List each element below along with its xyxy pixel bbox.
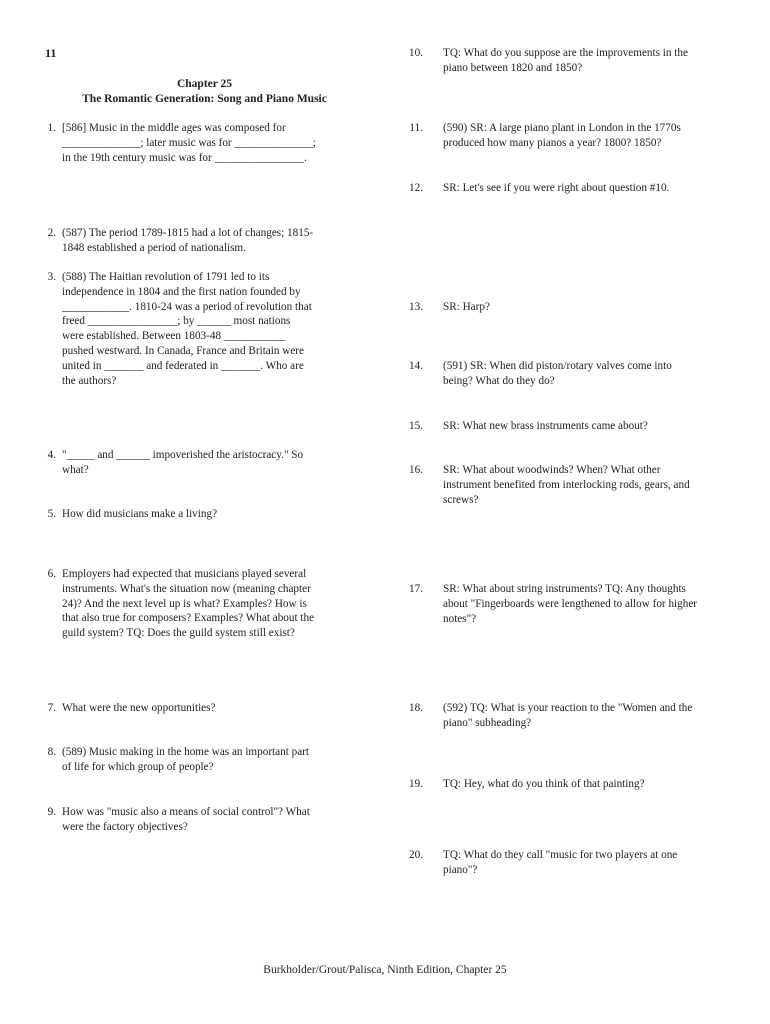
question-number: 6. bbox=[47, 568, 56, 580]
question-text: SR: Let's see if you were right about question #10. bbox=[443, 182, 670, 194]
question-number: 9. bbox=[47, 806, 56, 818]
question-text: (591) SR: When did piston/rotary valves come into being? What do they do? bbox=[443, 360, 672, 387]
question-20 bbox=[401, 848, 743, 878]
question-text: How did musicians make a living? bbox=[62, 508, 218, 520]
question-number: 15. bbox=[409, 420, 423, 432]
question-14 bbox=[401, 359, 743, 389]
question-1 bbox=[34, 121, 349, 165]
question-number: 7. bbox=[47, 702, 56, 714]
question-17 bbox=[401, 582, 743, 626]
question-text: SR: Harp? bbox=[443, 301, 490, 313]
question-5 bbox=[34, 507, 349, 522]
question-7 bbox=[34, 701, 349, 716]
question-number: 3. bbox=[47, 271, 56, 283]
question-number: 17. bbox=[409, 583, 423, 595]
question-text: [586] Music in the middle ages was composed for ______________; later music was for ______________; in the 19th century music was for ________________. bbox=[62, 122, 316, 164]
question-number: 2. bbox=[47, 227, 56, 239]
question-text: SR: What new brass instruments came about? bbox=[443, 420, 648, 432]
chapter-heading bbox=[62, 77, 347, 107]
question-11 bbox=[401, 121, 743, 151]
question-text: What were the new opportunities? bbox=[62, 702, 216, 714]
page-number: 11 bbox=[45, 46, 57, 60]
question-text: TQ: Hey, what do you think of that painting? bbox=[443, 778, 645, 790]
question-text: TQ: What do you suppose are the improvements in the piano between 1820 and 1850? bbox=[443, 47, 688, 74]
question-3 bbox=[34, 270, 349, 388]
question-number: 13. bbox=[409, 301, 423, 313]
question-text: Employers had expected that musicians played several instruments. What's the situation now (meaning chapter 24)? And the next level up is what? Examples? How is that also true for composers? Examples? What about the guild system? TQ: Does the guild system still exist? bbox=[62, 568, 315, 640]
question-number: 1. bbox=[47, 122, 56, 134]
question-15 bbox=[401, 419, 743, 434]
question-number: 14. bbox=[409, 360, 423, 372]
question-13 bbox=[401, 300, 743, 315]
question-4 bbox=[34, 448, 349, 478]
question-9 bbox=[34, 805, 349, 835]
question-text: SR: What about woodwinds? When? What other instrument benefited from interlocking rods, gears, and screws? bbox=[443, 464, 690, 506]
question-number: 18. bbox=[409, 702, 423, 714]
question-number: 5. bbox=[47, 508, 56, 520]
question-number: 8. bbox=[47, 746, 56, 758]
question-number: 19. bbox=[409, 778, 423, 790]
question-10 bbox=[401, 46, 743, 76]
question-18 bbox=[401, 701, 743, 731]
question-number: 16. bbox=[409, 464, 423, 476]
question-text: (589) Music making in the home was an important part of life for which group of people? bbox=[62, 746, 310, 773]
question-text: SR: What about string instruments? TQ: Any thoughts about "Fingerboards were lengthened to allow for higher notes"? bbox=[443, 583, 698, 625]
question-number: 12. bbox=[409, 182, 423, 194]
question-8 bbox=[34, 745, 349, 775]
question-12 bbox=[401, 181, 743, 196]
chapter-title: Chapter 25 bbox=[176, 78, 233, 90]
question-16 bbox=[401, 463, 743, 507]
question-number: 10. bbox=[409, 47, 423, 59]
page-footer: Burkholder/Grout/Palisca, Ninth Edition, Chapter 25 bbox=[263, 964, 507, 976]
question-text: (587) The period 1789-1815 had a lot of changes; 1815- 1848 established a period of nationalism. bbox=[62, 227, 314, 254]
chapter-subtitle: The Romantic Generation: Song and Piano Music bbox=[82, 93, 327, 105]
question-text: "_____ and ______ impoverished the aristocracy." So what? bbox=[62, 449, 304, 476]
question-6 bbox=[34, 567, 349, 641]
question-text: (592) TQ: What is your reaction to the "Women and the piano" subheading? bbox=[443, 702, 693, 729]
question-text: (588) The Haitian revolution of 1791 led to its independence in 1804 and the first nation founded by ____________. 1810-24 was a period of revolution that freed ________________; by ______ most nations were established. Between 1803-48 ___________ pushed westward. In Canada, France and Britain were united in _______ and federated in _______. Who are the authors? bbox=[62, 271, 312, 387]
question-text: How was "music also a means of social control"? What were the factory objectives? bbox=[62, 806, 310, 833]
question-2 bbox=[34, 226, 349, 256]
question-19 bbox=[401, 777, 743, 792]
question-number: 20. bbox=[409, 849, 423, 861]
question-text: TQ: What do they call "music for two players at one piano"? bbox=[443, 849, 678, 876]
question-number: 4. bbox=[47, 449, 56, 461]
question-text: (590) SR: A large piano plant in London in the 1770s produced how many pianos a year? 1800? 1850? bbox=[443, 122, 681, 149]
question-number: 11. bbox=[409, 122, 423, 134]
